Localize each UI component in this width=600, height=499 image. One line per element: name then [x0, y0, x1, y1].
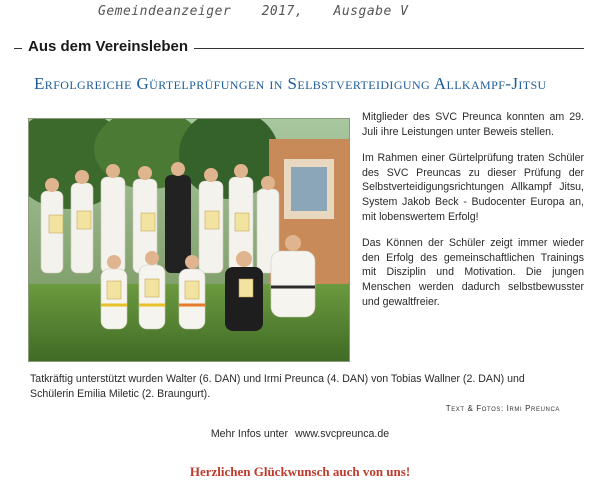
article-headline: Erfolgreiche Gürtelprüfungen in Selbstverteidigung Allkampf-Jitsu	[34, 74, 547, 93]
congratulations-line: Herzlichen Glückwunsch auch von uns!	[189, 464, 411, 479]
handwritten-year: 2017,	[261, 4, 304, 19]
handwritten-source: Gemeindeanzeiger	[98, 4, 232, 19]
section-title: Aus dem Vereinsleben	[22, 38, 194, 55]
more-info-prefix: Mehr Infos unter	[210, 428, 288, 440]
more-info-link[interactable]: www.svcpreunca.de	[294, 428, 390, 440]
article-paragraph: Mitglieder des SVC Preunca konnten am 29. Juli ihre Leistungen unter Beweis stellen.	[362, 111, 584, 138]
handwritten-note	[98, 4, 430, 19]
article-paragraph: Im Rahmen einer Gürtelprüfung traten Schüler des SVC Preuncas zu dieser Prüfung der Selbstverteidigungsrichtungen Allkampf Jitsu, System Jakob Beck - Budocenter Europa an, mit lobenswertem Erfolg!	[362, 152, 584, 223]
more-info	[0, 428, 600, 440]
handwritten-issue: Ausgabe V	[333, 4, 409, 19]
article-support-text: Tatkräftig unterstützt wurden Walter (6. DAN) und Irmi Preunca (4. DAN) von Tobias Wallner (2. DAN) und Schülerin Emilia Miletic (2. Braungurt).	[30, 373, 525, 400]
group-photo	[28, 118, 350, 362]
article-body	[362, 110, 584, 321]
article-paragraph: Das Können der Schüler zeigt immer wieder den Erfolg des gemeinschaftlichen Trainings mit Disziplin und Motivation. Die jungen Menschen werden dadurch selbstbewusster und gewaltfreier.	[362, 237, 584, 308]
photo-credit: Text & Fotos: Irmi Preunca	[445, 404, 560, 413]
